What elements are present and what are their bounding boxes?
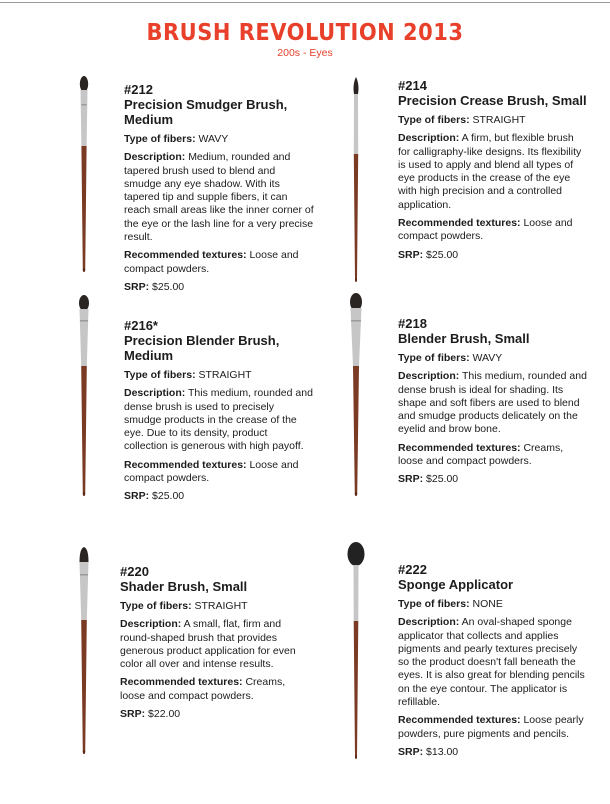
srp-value: $13.00 — [426, 745, 459, 758]
product-code: #220 — [120, 564, 149, 579]
srp-label: SRP: — [398, 248, 424, 261]
srp-row — [398, 746, 588, 759]
fibers-value: WAVY — [198, 133, 229, 145]
textures-value: Loose and compact powders. — [124, 249, 299, 275]
product-code: #216* — [124, 318, 158, 333]
srp-row — [124, 490, 314, 503]
description-value: This medium, rounded and dense brush is ideal for shading. Its shape and soft fibers are used to blend and smudge products delicately on the eyelid and brow bone. — [398, 370, 587, 436]
product-name: Precision Blender Brush, Medium — [124, 333, 280, 363]
srp-row — [120, 708, 310, 721]
description-label: Description: — [398, 370, 460, 383]
description-row — [120, 618, 310, 671]
srp-value: $25.00 — [426, 248, 459, 261]
fibers-value: NONE — [472, 598, 503, 610]
description-row — [124, 387, 314, 453]
description-row — [124, 151, 314, 244]
srp-label: SRP: — [120, 708, 146, 721]
fibers-row — [124, 369, 314, 382]
description-value: This medium, rounded and dense brush is used to precisely smudge products in the crease of the eye. Due to its density, product collection is generous with high payoff. — [124, 387, 313, 453]
description-value: A firm, but flexible brush for calligraphy-like designs. Its flexibility is used to apply and blend all types of eye products in the crease of the eye with high precision and a controlled application. — [398, 132, 582, 211]
product-212 — [124, 82, 314, 299]
fibers-row — [398, 352, 588, 365]
fibers-row — [398, 598, 588, 611]
textures-row — [124, 459, 314, 486]
textures-label: Recommended textures: — [398, 441, 521, 454]
fibers-row — [398, 114, 588, 127]
brush-image-216 — [71, 294, 97, 498]
srp-label: SRP: — [398, 473, 424, 486]
product-218 — [398, 316, 588, 492]
brush-image-212 — [71, 74, 97, 274]
textures-label: Recommended textures: — [398, 217, 521, 230]
page-title: BRUSH REVOLUTION 2013 — [146, 18, 464, 46]
fibers-value: STRAIGHT — [472, 114, 526, 126]
textures-label: Recommended textures: — [120, 676, 243, 689]
description-label: Description: — [124, 387, 186, 400]
textures-label: Recommended textures: — [124, 249, 247, 262]
product-code: #214 — [398, 78, 427, 93]
fibers-label: Type of fibers: — [124, 133, 196, 145]
description-value: An oval-shaped sponge applicator that collects and applies pigments and pearly textures precisely so the product doesn't fall beneath the eyes. It is also great for blending pencils on the eye contour. The applicator is refillable. — [398, 616, 585, 709]
srp-value: $25.00 — [152, 280, 185, 293]
product-name: Shader Brush, Small — [120, 579, 248, 594]
srp-row — [398, 249, 588, 262]
textures-row — [120, 676, 310, 703]
description-row — [398, 370, 588, 436]
product-name: Sponge Applicator — [398, 577, 514, 592]
product-code: #218 — [398, 316, 427, 331]
textures-row — [398, 714, 588, 741]
textures-value: Loose and compact powders. — [124, 458, 299, 485]
top-rule — [0, 2, 610, 3]
description-label: Description: — [120, 618, 182, 631]
textures-row — [398, 442, 588, 469]
sponge-applicator-image-222 — [343, 541, 369, 761]
textures-value: Creams, loose and compact powders. — [398, 441, 564, 468]
srp-value: $25.00 — [426, 473, 459, 486]
product-name: Precision Crease Brush, Small — [398, 93, 587, 108]
textures-label: Recommended textures: — [124, 458, 247, 471]
fibers-label: Type of fibers: — [124, 369, 196, 381]
page-subtitle: 200s - Eyes — [277, 47, 333, 59]
srp-label: SRP: — [124, 490, 150, 503]
description-row — [398, 132, 588, 212]
brush-image-220 — [71, 546, 97, 756]
textures-row — [124, 249, 314, 276]
fibers-value: STRAIGHT — [194, 600, 248, 612]
product-code: #222 — [398, 562, 427, 577]
product-name: Blender Brush, Small — [398, 331, 530, 346]
description-value: A small, flat, firm and round-shaped brush that provides generous product application for even color all over and intense results. — [120, 618, 296, 671]
product-216 — [124, 318, 314, 509]
fibers-label: Type of fibers: — [398, 598, 470, 610]
product-name: Precision Smudger Brush, Medium — [124, 97, 288, 127]
fibers-row — [120, 600, 310, 613]
textures-value: Loose pearly powders, pure pigments and pencils. — [398, 714, 584, 740]
description-label: Description: — [398, 132, 460, 145]
page-header — [0, 20, 610, 59]
fibers-label: Type of fibers: — [398, 352, 470, 364]
fibers-label: Type of fibers: — [398, 114, 470, 126]
product-220 — [120, 564, 310, 726]
product-code: #212 — [124, 82, 153, 97]
fibers-value: WAVY — [472, 352, 503, 364]
textures-value: Creams, loose and compact powders. — [120, 676, 286, 702]
textures-label: Recommended textures: — [398, 714, 521, 727]
srp-value: $25.00 — [152, 490, 185, 503]
product-214 — [398, 78, 588, 267]
description-label: Description: — [124, 151, 186, 164]
srp-label: SRP: — [124, 280, 150, 293]
description-row — [398, 616, 588, 709]
srp-row — [398, 473, 588, 486]
brush-image-218 — [343, 292, 369, 498]
srp-label: SRP: — [398, 745, 424, 758]
fibers-row — [124, 133, 314, 146]
product-222 — [398, 562, 588, 764]
fibers-label: Type of fibers: — [120, 600, 192, 612]
textures-row — [398, 217, 588, 244]
srp-row — [124, 281, 314, 294]
srp-value: $22.00 — [148, 708, 181, 721]
description-value: Medium, rounded and tapered brush used to blend and smudge any eye shadow. With its tapered tip and supple fibers, it can reach small areas like the inner corner of the eye or the lash line for a very precise result. — [124, 151, 314, 244]
description-label: Description: — [398, 616, 460, 629]
brush-image-214 — [343, 76, 369, 284]
fibers-value: STRAIGHT — [198, 369, 252, 381]
textures-value: Loose and compact powders. — [398, 217, 573, 243]
